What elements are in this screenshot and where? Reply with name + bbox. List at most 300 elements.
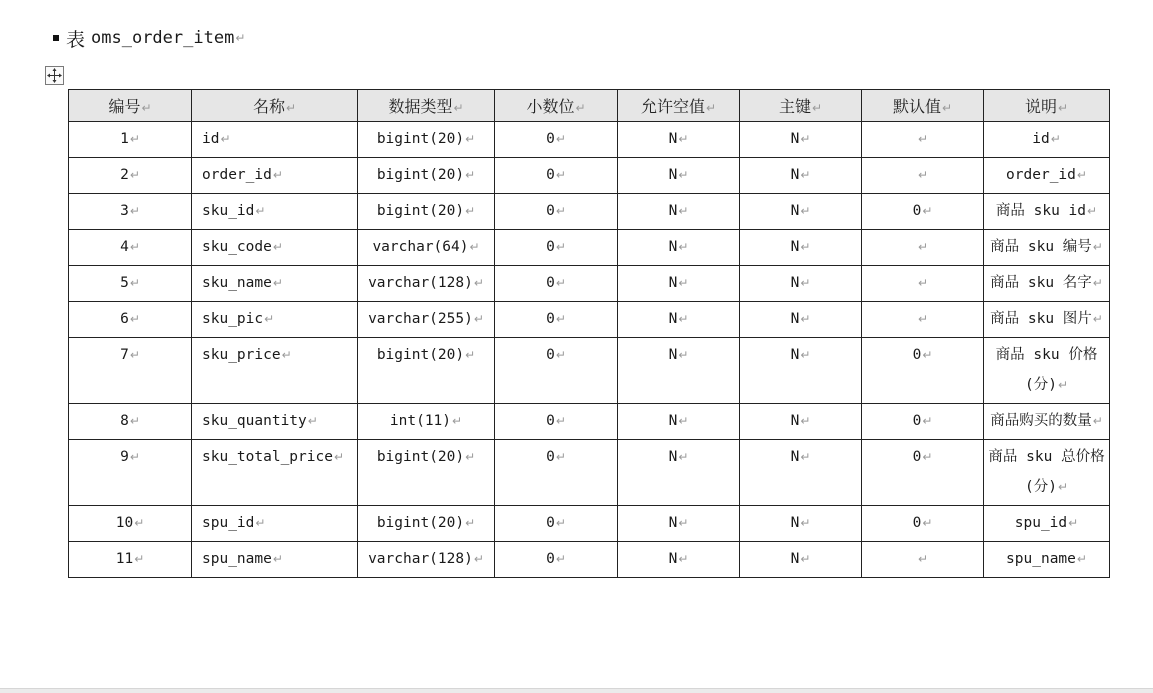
paragraph-mark-icon: ↵ <box>281 348 292 362</box>
cell-value: spu_name <box>1006 551 1076 567</box>
paragraph-mark-icon: ↵ <box>129 168 140 182</box>
header-label: 主键 <box>778 97 811 116</box>
cell-col-nullable <box>618 230 740 266</box>
cell-value: 0 <box>546 347 555 363</box>
header-label: 说明 <box>1024 97 1057 116</box>
paragraph-mark-icon: ↵ <box>917 240 929 254</box>
paragraph-mark-icon: ↵ <box>134 516 145 530</box>
paragraph-mark-icon: ↵ <box>333 450 345 464</box>
paragraph-mark-icon: ↵ <box>800 552 811 566</box>
cell-value: 4 <box>120 239 129 255</box>
cell-col-decimals <box>495 302 618 338</box>
cell-col-name <box>192 158 358 194</box>
paragraph-mark-icon: ↵ <box>800 132 811 146</box>
cell-col-decimals <box>495 122 618 158</box>
cell-col-number <box>69 122 192 158</box>
table-heading <box>53 24 245 52</box>
cell-col-name <box>192 338 358 404</box>
cell-value: 0 <box>546 311 555 327</box>
cell-col-decimals <box>495 230 618 266</box>
table-row <box>69 542 1110 578</box>
cell-col-data-type <box>358 266 495 302</box>
cell-col-description <box>984 506 1110 542</box>
cell-value: N <box>668 239 678 255</box>
paragraph-mark-icon: ↵ <box>555 348 566 362</box>
paragraph-mark-icon: ↵ <box>800 450 811 464</box>
bullet-icon <box>53 35 59 41</box>
cell-value: 10 <box>115 515 134 531</box>
cell-col-name <box>192 404 358 440</box>
cell-col-description <box>984 194 1110 230</box>
cell-value: 商品 sku 名字 <box>990 275 1092 291</box>
paragraph-mark-icon: ↵ <box>129 132 140 146</box>
cell-value: 3 <box>120 203 129 219</box>
cell-col-primary-key <box>740 404 862 440</box>
paragraph-mark-icon: ↵ <box>917 276 929 290</box>
header-col-number <box>69 90 192 122</box>
header-row <box>69 90 1110 122</box>
cell-col-data-type <box>358 302 495 338</box>
cell-col-name <box>192 230 358 266</box>
cell-col-number <box>69 158 192 194</box>
cell-col-primary-key <box>740 542 862 578</box>
cell-value: 6 <box>120 311 129 327</box>
cell-value: 7 <box>120 347 129 363</box>
cell-value: 9 <box>120 449 129 465</box>
paragraph-mark-icon: ↵ <box>469 240 480 254</box>
cell-value: N <box>790 203 800 219</box>
cell-value: N <box>668 311 678 327</box>
paragraph-mark-icon: ↵ <box>678 132 689 146</box>
paragraph-mark-icon: ↵ <box>800 348 811 362</box>
cell-col-nullable <box>618 158 740 194</box>
paragraph-mark-icon: ↵ <box>555 168 566 182</box>
paragraph-mark-icon: ↵ <box>129 276 140 290</box>
cell-value: 0 <box>912 203 922 219</box>
paragraph-mark-icon: ↵ <box>1057 101 1069 115</box>
paragraph-mark-icon: ↵ <box>129 414 140 428</box>
cell-value: 0 <box>546 551 555 567</box>
cell-col-nullable <box>618 404 740 440</box>
cell-col-name <box>192 440 358 506</box>
paragraph-mark-icon: ↵ <box>555 552 566 566</box>
header-col-data-type <box>358 90 495 122</box>
cell-col-decimals <box>495 542 618 578</box>
paragraph-mark-icon: ↵ <box>800 414 811 428</box>
field-table <box>68 89 1110 578</box>
cell-value: spu_id <box>202 515 255 531</box>
cell-value: sku_total_price <box>202 449 333 465</box>
paragraph-mark-icon: ↵ <box>800 516 811 530</box>
cell-col-number <box>69 266 192 302</box>
paragraph-mark-icon: ↵ <box>922 348 933 362</box>
cell-value: sku_id <box>202 203 255 219</box>
cell-col-primary-key <box>740 194 862 230</box>
paragraph-mark-icon: ↵ <box>922 204 933 218</box>
paragraph-mark-icon: ↵ <box>1057 480 1069 494</box>
paragraph-mark-icon: ↵ <box>922 450 933 464</box>
paragraph-mark-icon: ↵ <box>1050 132 1061 146</box>
paragraph-mark-icon: ↵ <box>1076 552 1087 566</box>
cell-value: N <box>668 413 678 429</box>
cell-value: 商品 sku 总价格(分) <box>988 449 1105 495</box>
paragraph-mark-icon: ↵ <box>705 101 717 115</box>
paragraph-mark-icon: ↵ <box>272 168 283 182</box>
cell-col-data-type <box>358 404 495 440</box>
cell-col-data-type <box>358 542 495 578</box>
cell-col-data-type <box>358 440 495 506</box>
paragraph-mark-icon: ↵ <box>811 101 823 115</box>
paragraph-mark-icon: ↵ <box>800 276 811 290</box>
paragraph-mark-icon: ↵ <box>473 312 484 326</box>
cell-value: N <box>668 275 678 291</box>
paragraph-mark-icon: ↵ <box>255 204 266 218</box>
header-col-nullable <box>618 90 740 122</box>
cell-col-default <box>862 194 984 230</box>
paragraph-mark-icon: ↵ <box>1092 276 1103 290</box>
paragraph-mark-icon: ↵ <box>555 312 566 326</box>
cell-value: bigint(20) <box>376 347 465 363</box>
cell-col-number <box>69 338 192 404</box>
cell-col-name <box>192 542 358 578</box>
table-move-handle-icon[interactable] <box>45 66 64 85</box>
cell-col-primary-key <box>740 230 862 266</box>
table-row <box>69 266 1110 302</box>
cell-col-description <box>984 338 1110 404</box>
cell-value: spu_name <box>202 551 272 567</box>
cell-value: sku_code <box>202 239 272 255</box>
cell-value: int(11) <box>389 413 452 429</box>
cell-value: 0 <box>546 413 555 429</box>
cell-value: 商品 sku 价格(分) <box>995 347 1098 393</box>
cell-value: 0 <box>546 239 555 255</box>
paragraph-mark-icon: ↵ <box>917 312 929 326</box>
paragraph-mark-icon: ↵ <box>1076 168 1087 182</box>
cell-col-primary-key <box>740 338 862 404</box>
paragraph-mark-icon: ↵ <box>678 516 689 530</box>
cell-value: sku_price <box>202 347 281 363</box>
paragraph-mark-icon: ↵ <box>555 204 566 218</box>
paragraph-mark-icon: ↵ <box>917 168 929 182</box>
cell-col-primary-key <box>740 158 862 194</box>
paragraph-mark-icon: ↵ <box>1092 414 1103 428</box>
paragraph-mark-icon: ↵ <box>678 204 689 218</box>
cell-value: 0 <box>546 203 555 219</box>
heading-table-name: oms_order_item <box>91 28 235 48</box>
cell-value: 0 <box>912 515 922 531</box>
cell-col-description <box>984 230 1110 266</box>
cell-value: id <box>1032 131 1050 147</box>
cell-col-decimals <box>495 338 618 404</box>
cell-value: N <box>668 203 678 219</box>
cell-col-data-type <box>358 338 495 404</box>
cell-col-decimals <box>495 158 618 194</box>
cell-value: bigint(20) <box>376 449 465 465</box>
paragraph-mark-icon: ↵ <box>941 101 953 115</box>
cell-value: 0 <box>546 449 555 465</box>
paragraph-mark-icon: ↵ <box>473 276 484 290</box>
cell-col-decimals <box>495 440 618 506</box>
paragraph-mark-icon: ↵ <box>465 132 476 146</box>
cell-col-description <box>984 158 1110 194</box>
paragraph-mark-icon: ↵ <box>555 276 566 290</box>
table-row <box>69 506 1110 542</box>
cell-col-number <box>69 194 192 230</box>
paragraph-mark-icon: ↵ <box>255 516 266 530</box>
cell-col-data-type <box>358 158 495 194</box>
paragraph-mark-icon: ↵ <box>220 132 231 146</box>
cell-value: N <box>668 449 678 465</box>
header-label: 数据类型 <box>388 97 453 116</box>
cell-col-number <box>69 404 192 440</box>
paragraph-mark-icon: ↵ <box>272 276 283 290</box>
cell-value: N <box>668 515 678 531</box>
cell-value: N <box>790 131 800 147</box>
header-col-decimals <box>495 90 618 122</box>
header-col-name <box>192 90 358 122</box>
cell-col-primary-key <box>740 506 862 542</box>
cell-col-default <box>862 506 984 542</box>
cell-col-decimals <box>495 194 618 230</box>
table-row <box>69 230 1110 266</box>
cell-value: sku_pic <box>202 311 264 327</box>
cell-value: N <box>790 551 800 567</box>
cell-value: N <box>790 347 800 363</box>
cell-col-data-type <box>358 122 495 158</box>
cell-value: 11 <box>115 551 134 567</box>
cell-value: bigint(20) <box>376 131 465 147</box>
page-bottom-edge <box>0 688 1153 693</box>
paragraph-mark-icon: ↵ <box>465 348 476 362</box>
paragraph-mark-icon: ↵ <box>452 414 463 428</box>
cell-col-nullable <box>618 506 740 542</box>
cell-value: bigint(20) <box>376 515 465 531</box>
cell-col-name <box>192 266 358 302</box>
paragraph-mark-icon: ↵ <box>129 240 140 254</box>
paragraph-mark-icon: ↵ <box>1068 516 1079 530</box>
table-row <box>69 158 1110 194</box>
header-col-primary-key <box>740 90 862 122</box>
cell-col-nullable <box>618 122 740 158</box>
cell-col-decimals <box>495 404 618 440</box>
cell-col-primary-key <box>740 440 862 506</box>
paragraph-mark-icon: ↵ <box>922 414 933 428</box>
cell-value: N <box>790 275 800 291</box>
paragraph-mark-icon: ↵ <box>922 516 933 530</box>
cell-col-nullable <box>618 542 740 578</box>
heading-prefix: 表 <box>66 28 86 51</box>
cell-value: 0 <box>546 167 555 183</box>
cell-col-number <box>69 506 192 542</box>
paragraph-mark-icon: ↵ <box>1087 204 1098 218</box>
cell-col-description <box>984 542 1110 578</box>
paragraph-mark-icon: ↵ <box>800 240 811 254</box>
paragraph-mark-icon: ↵ <box>800 312 811 326</box>
cell-col-name <box>192 506 358 542</box>
cell-col-default <box>862 230 984 266</box>
cell-col-nullable <box>618 266 740 302</box>
cell-value: varchar(64) <box>372 239 469 255</box>
paragraph-mark-icon: ↵ <box>465 204 476 218</box>
cell-value: id <box>202 131 220 147</box>
cell-col-description <box>984 266 1110 302</box>
paragraph-mark-icon: ↵ <box>465 516 476 530</box>
table-row <box>69 122 1110 158</box>
cell-col-description <box>984 302 1110 338</box>
header-label: 允许空值 <box>640 97 705 116</box>
cell-value: 2 <box>120 167 129 183</box>
cell-col-nullable <box>618 338 740 404</box>
cell-value: N <box>790 167 800 183</box>
cell-col-name <box>192 122 358 158</box>
paragraph-mark-icon: ↵ <box>800 204 811 218</box>
header-col-default <box>862 90 984 122</box>
cell-value: 0 <box>912 347 922 363</box>
cell-col-nullable <box>618 194 740 230</box>
paragraph-mark-icon: ↵ <box>272 240 283 254</box>
cell-value: N <box>668 131 678 147</box>
cell-col-number <box>69 542 192 578</box>
cell-value: order_id <box>1006 167 1076 183</box>
paragraph-mark-icon: ↵ <box>678 348 689 362</box>
paragraph-mark-icon: ↵ <box>235 31 246 45</box>
cell-value: N <box>790 413 800 429</box>
cell-col-nullable <box>618 440 740 506</box>
cell-value: 商品购买的数量 <box>990 413 1092 429</box>
cell-col-nullable <box>618 302 740 338</box>
cell-col-default <box>862 266 984 302</box>
cell-value: bigint(20) <box>376 203 465 219</box>
cell-col-primary-key <box>740 302 862 338</box>
cell-value: N <box>668 167 678 183</box>
cell-col-description <box>984 404 1110 440</box>
cell-col-description <box>984 122 1110 158</box>
table-row <box>69 440 1110 506</box>
paragraph-mark-icon: ↵ <box>555 240 566 254</box>
cell-value: 0 <box>912 449 922 465</box>
table-row <box>69 302 1110 338</box>
cell-col-name <box>192 194 358 230</box>
cell-col-default <box>862 122 984 158</box>
paragraph-mark-icon: ↵ <box>473 552 484 566</box>
cell-value: N <box>790 311 800 327</box>
cell-value: N <box>668 551 678 567</box>
cell-col-data-type <box>358 230 495 266</box>
header-col-description <box>984 90 1110 122</box>
paragraph-mark-icon: ↵ <box>678 414 689 428</box>
header-label: 名称 <box>252 97 285 116</box>
paragraph-mark-icon: ↵ <box>678 552 689 566</box>
cell-value: 1 <box>120 131 129 147</box>
paragraph-mark-icon: ↵ <box>555 132 566 146</box>
cell-value: N <box>790 515 800 531</box>
header-label: 编号 <box>108 97 141 116</box>
paragraph-mark-icon: ↵ <box>129 348 140 362</box>
cell-col-default <box>862 542 984 578</box>
cell-col-primary-key <box>740 266 862 302</box>
cell-value: varchar(255) <box>368 311 473 327</box>
paragraph-mark-icon: ↵ <box>917 132 929 146</box>
cell-col-default <box>862 158 984 194</box>
cell-col-data-type <box>358 506 495 542</box>
paragraph-mark-icon: ↵ <box>575 101 586 115</box>
paragraph-mark-icon: ↵ <box>555 450 566 464</box>
cell-value: 5 <box>120 275 129 291</box>
cell-value: N <box>790 239 800 255</box>
paragraph-mark-icon: ↵ <box>129 204 140 218</box>
paragraph-mark-icon: ↵ <box>129 450 140 464</box>
paragraph-mark-icon: ↵ <box>1057 378 1069 392</box>
table-row <box>69 338 1110 404</box>
cell-value: 商品 sku id <box>995 203 1087 219</box>
paragraph-mark-icon: ↵ <box>678 312 689 326</box>
cell-value: varchar(128) <box>368 551 473 567</box>
paragraph-mark-icon: ↵ <box>555 516 566 530</box>
cell-value: N <box>790 449 800 465</box>
cell-col-primary-key <box>740 122 862 158</box>
cell-value: 商品 sku 图片 <box>990 311 1092 327</box>
paragraph-mark-icon: ↵ <box>141 101 152 115</box>
cell-col-default <box>862 440 984 506</box>
cell-value: 0 <box>546 275 555 291</box>
cell-col-decimals <box>495 266 618 302</box>
cell-col-number <box>69 230 192 266</box>
paragraph-mark-icon: ↵ <box>678 240 689 254</box>
paragraph-mark-icon: ↵ <box>800 168 811 182</box>
cell-value: 商品 sku 编号 <box>990 239 1092 255</box>
cell-value: spu_id <box>1014 515 1068 531</box>
cell-value: order_id <box>202 167 272 183</box>
cell-col-default <box>862 338 984 404</box>
paragraph-mark-icon: ↵ <box>465 168 476 182</box>
cell-value: 8 <box>120 413 129 429</box>
cell-col-description <box>984 440 1110 506</box>
paragraph-mark-icon: ↵ <box>453 101 464 115</box>
paragraph-mark-icon: ↵ <box>555 414 566 428</box>
cell-value: 0 <box>546 515 555 531</box>
paragraph-mark-icon: ↵ <box>134 552 145 566</box>
cell-value: bigint(20) <box>376 167 465 183</box>
cell-value: N <box>668 347 678 363</box>
paragraph-mark-icon: ↵ <box>129 312 140 326</box>
cell-col-data-type <box>358 194 495 230</box>
paragraph-mark-icon: ↵ <box>465 450 476 464</box>
paragraph-mark-icon: ↵ <box>1092 312 1103 326</box>
paragraph-mark-icon: ↵ <box>917 552 929 566</box>
cell-col-default <box>862 302 984 338</box>
paragraph-mark-icon: ↵ <box>1092 240 1103 254</box>
cell-col-default <box>862 404 984 440</box>
cell-col-decimals <box>495 506 618 542</box>
paragraph-mark-icon: ↵ <box>678 168 689 182</box>
paragraph-mark-icon: ↵ <box>272 552 283 566</box>
paragraph-mark-icon: ↵ <box>678 450 689 464</box>
cell-col-number <box>69 302 192 338</box>
table-row <box>69 404 1110 440</box>
cell-value: 0 <box>912 413 922 429</box>
cell-col-number <box>69 440 192 506</box>
paragraph-mark-icon: ↵ <box>264 312 275 326</box>
cell-col-name <box>192 302 358 338</box>
header-label: 小数位 <box>526 97 575 116</box>
paragraph-mark-icon: ↵ <box>285 101 297 115</box>
header-label: 默认值 <box>892 97 941 116</box>
cell-value: 0 <box>546 131 555 147</box>
cell-value: varchar(128) <box>368 275 473 291</box>
table-row <box>69 194 1110 230</box>
paragraph-mark-icon: ↵ <box>307 414 318 428</box>
cell-value: sku_name <box>202 275 272 291</box>
